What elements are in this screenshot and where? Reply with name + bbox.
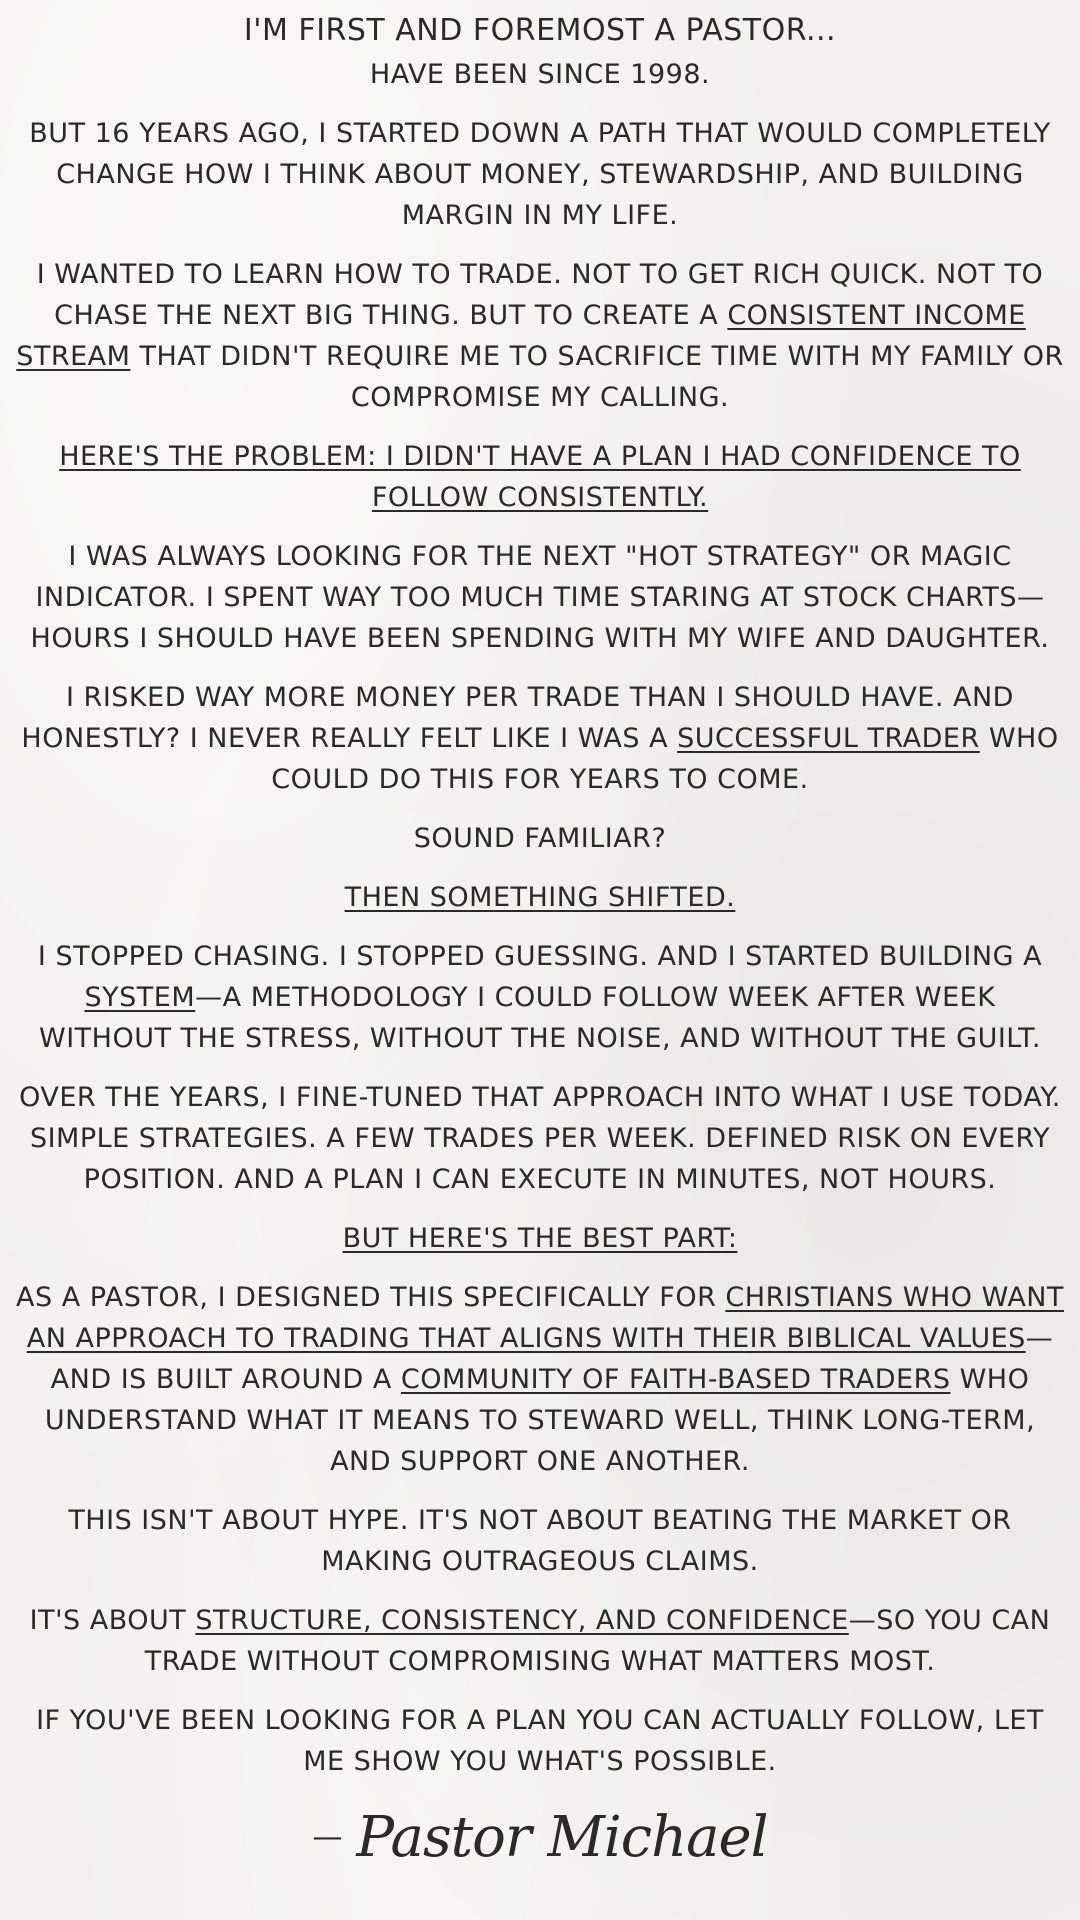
intro-line-1: I'M FIRST AND FOREMOST A PASTOR... <box>243 13 837 48</box>
paragraph-goal: I WANTED TO LEARN HOW TO TRADE. NOT TO GET RICH QUICK. NOT TO CHASE THE NEXT BIG THING. BUT TO CREATE A CONSISTENT INCOME STREAM THAT DIDN'T REQUIRE ME TO SACRIFICE TIME WITH MY FAMILY OR COMPROMISE MY CALLING. <box>16 259 1064 413</box>
signature-dash: — <box>312 1820 343 1855</box>
paragraph-best-part <box>16 1218 1064 1259</box>
paragraph-christians: AS A PASTOR, I DESIGNED THIS SPECIFICALLY FOR CHRISTIANS WHO WANT AN APPROACH TO TRADING THAT ALIGNS WITH THEIR BIBLICAL VALUES—AND IS BUILT AROUND A COMMUNITY OF FAITH-BASED TRADERS WHO UNDERSTAND WHAT IT MEANS TO STEWARD WELL, THINK LONG-TERM, AND SUPPORT ONE ANOTHER. <box>16 1282 1064 1477</box>
paragraph-structure: IT'S ABOUT STRUCTURE, CONSISTENCY, AND CONFIDENCE—SO YOU CAN TRADE WITHOUT COMPROMISING WHAT MATTERS MOST. <box>29 1605 1051 1677</box>
underline-system: SYSTEM <box>84 982 196 1013</box>
underline-community: COMMUNITY OF FAITH-BASED TRADERS <box>400 1364 951 1395</box>
underline-biblical-values: CHRISTIANS WHO WANT AN APPROACH TO TRADING THAT ALIGNS WITH THEIR BIBLICAL VALUES <box>26 1282 1064 1354</box>
underline-problem: HERE'S THE PROBLEM: I DIDN'T HAVE A PLAN I HAD CONFIDENCE TO FOLLOW CONSISTENTLY. <box>59 441 1021 513</box>
underline-shift: THEN SOMETHING SHIFTED. <box>344 882 736 913</box>
paragraph-closing: IF YOU'VE BEEN LOOKING FOR A PLAN YOU CAN ACTUALLY FOLLOW, LET ME SHOW YOU WHAT'S POSSIBLE. <box>36 1705 1044 1777</box>
underline-successful-trader: SUCCESSFUL TRADER <box>677 723 980 754</box>
paragraph-approach: OVER THE YEARS, I FINE-TUNED THAT APPROACH INTO WHAT I USE TODAY. SIMPLE STRATEGIES. A FEW TRADES PER WEEK. DEFINED RISK ON EVERY POSITION. AND A PLAN I CAN EXECUTE IN MINUTES, NOT HOURS. <box>19 1082 1061 1195</box>
paragraph-sound-familiar: SOUND FAMILIAR? <box>413 823 667 854</box>
paragraph-problem <box>16 436 1064 518</box>
paragraph-system: I STOPPED CHASING. I STOPPED GUESSING. AND I STARTED BUILDING A SYSTEM—A METHODOLOGY I COULD FOLLOW WEEK AFTER WEEK WITHOUT THE STRESS, WITHOUT THE NOISE, AND WITHOUT THE GUILT. <box>37 941 1043 1054</box>
paragraph-origin: BUT 16 YEARS AGO, I STARTED DOWN A PATH THAT WOULD COMPLETELY CHANGE HOW I THINK ABOUT MONEY, STEWARDSHIP, AND BUILDING MARGIN IN MY LIFE. <box>29 118 1051 231</box>
underline-structure: STRUCTURE, CONSISTENCY, AND CONFIDENCE <box>195 1605 849 1636</box>
intro-line-2: HAVE BEEN SINCE 1998. <box>369 59 711 90</box>
signature <box>0 1805 1080 1870</box>
paragraph-shift <box>16 877 1064 918</box>
paragraph-risk: I RISKED WAY MORE MONEY PER TRADE THAN I SHOULD HAVE. AND HONESTLY? I NEVER REALLY FELT LIKE I WAS A SUCCESSFUL TRADER WHO COULD DO THIS FOR YEARS TO COME. <box>21 682 1059 795</box>
underline-best-part: BUT HERE'S THE BEST PART: <box>342 1223 738 1254</box>
underline-consistent-income: CONSISTENT INCOME STREAM <box>16 300 1026 372</box>
paragraph-hype: THIS ISN'T ABOUT HYPE. IT'S NOT ABOUT BEATING THE MARKET OR MAKING OUTRAGEOUS CLAIMS. <box>68 1505 1012 1577</box>
signature-name: Pastor Michael <box>356 1805 768 1870</box>
paragraph-hot-strategy: I WAS ALWAYS LOOKING FOR THE NEXT "HOT STRATEGY" OR MAGIC INDICATOR. I SPENT WAY TOO MUCH TIME STARING AT STOCK CHARTS—HOURS I SHOULD HAVE BEEN SPENDING WITH MY WIFE AND DAUGHTER. <box>30 541 1050 654</box>
